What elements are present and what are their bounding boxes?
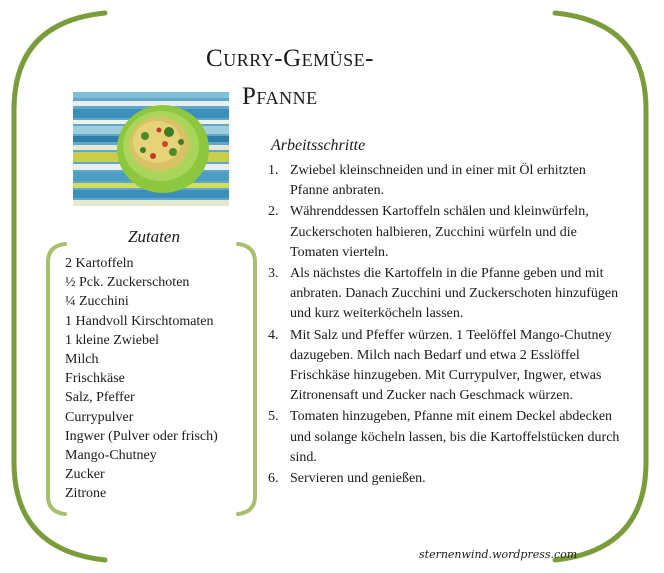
- ingredient-item: Salz, Pfeffer: [65, 390, 135, 406]
- step-number: 4.: [268, 327, 279, 343]
- ingredients-heading: Zutaten: [128, 227, 180, 246]
- ingredient-item: Milch: [65, 352, 99, 368]
- step-text: Als nächstes die Kartoffeln in die Pfanne geben und mit anbraten. Danach Zucchini und Zuckerschoten hinzufügen und kurz weiterköcheln lassen.: [290, 266, 619, 322]
- ingredient-item: 1 Handvoll Kirschtomaten: [65, 313, 214, 329]
- step-number: 3.: [268, 266, 279, 282]
- step-text: Tomaten hinzugeben, Pfanne mit einem Deckel abdecken und solange köcheln lassen, bis die Kartoffelstücken durch sind.: [290, 409, 620, 465]
- ingredient-item: 2 Kartoffeln: [65, 256, 134, 271]
- ingredient-item: Mango-Chutney: [65, 448, 157, 464]
- ingredient-item: ¼ Zucchini: [65, 294, 129, 310]
- title-line-2: Pfanne: [242, 83, 318, 110]
- step-item: [268, 469, 628, 489]
- ingredient-item: Ingwer (Pulver oder frisch): [65, 428, 218, 444]
- ingredient-item: Currypulver: [65, 409, 134, 425]
- step-item: [268, 326, 628, 407]
- ingredient-item: ½ Pck. Zuckerschoten: [65, 275, 190, 291]
- step-number: 5.: [268, 409, 279, 425]
- title-line-1: Curry-Gemüse-: [206, 45, 374, 72]
- step-text: Servieren und genießen.: [290, 471, 426, 487]
- credit-url: sternenwind.wordpress.com: [419, 548, 578, 561]
- ingredient-item: Frischkäse: [65, 371, 125, 387]
- step-item: [268, 161, 628, 201]
- step-item: [268, 264, 628, 325]
- step-text: Zwiebel kleinschneiden und in einer mit Öl erhitzten Pfanne anbraten.: [290, 163, 586, 199]
- step-item: [268, 407, 628, 468]
- step-item: [268, 202, 628, 263]
- ingredient-item: Zitrone: [65, 486, 107, 502]
- step-number: 2.: [268, 204, 279, 220]
- step-text: Mit Salz und Pfeffer würzen. 1 Teelöffel Mango-Chutney dazugeben. Milch nach Bedarf und etwa 2 Esslöffel Frischkäse hinzugeben. Mit Currypulver, Ingwer, etwas Zitronensaft und Zucker nach Geschmack würzen.: [290, 327, 612, 404]
- ingredient-item: Zucker: [65, 467, 105, 483]
- dish-photo-icon: [73, 92, 229, 206]
- step-text: Währenddessen Kartoffeln schälen und kleinwürfeln, Zuckerschoten halbieren, Zucchini würfeln und die Tomaten vierteln.: [290, 204, 589, 260]
- steps-list: [268, 161, 628, 490]
- steps-heading: Arbeitsschritte: [271, 137, 366, 154]
- step-number: 6.: [268, 471, 279, 487]
- step-number: 1.: [268, 163, 279, 178]
- ingredient-item: 1 kleine Zwiebel: [65, 332, 160, 348]
- ingredients-list: [65, 254, 218, 504]
- ingredients-right-bracket: [238, 244, 255, 514]
- ingredients-left-bracket: [48, 244, 65, 514]
